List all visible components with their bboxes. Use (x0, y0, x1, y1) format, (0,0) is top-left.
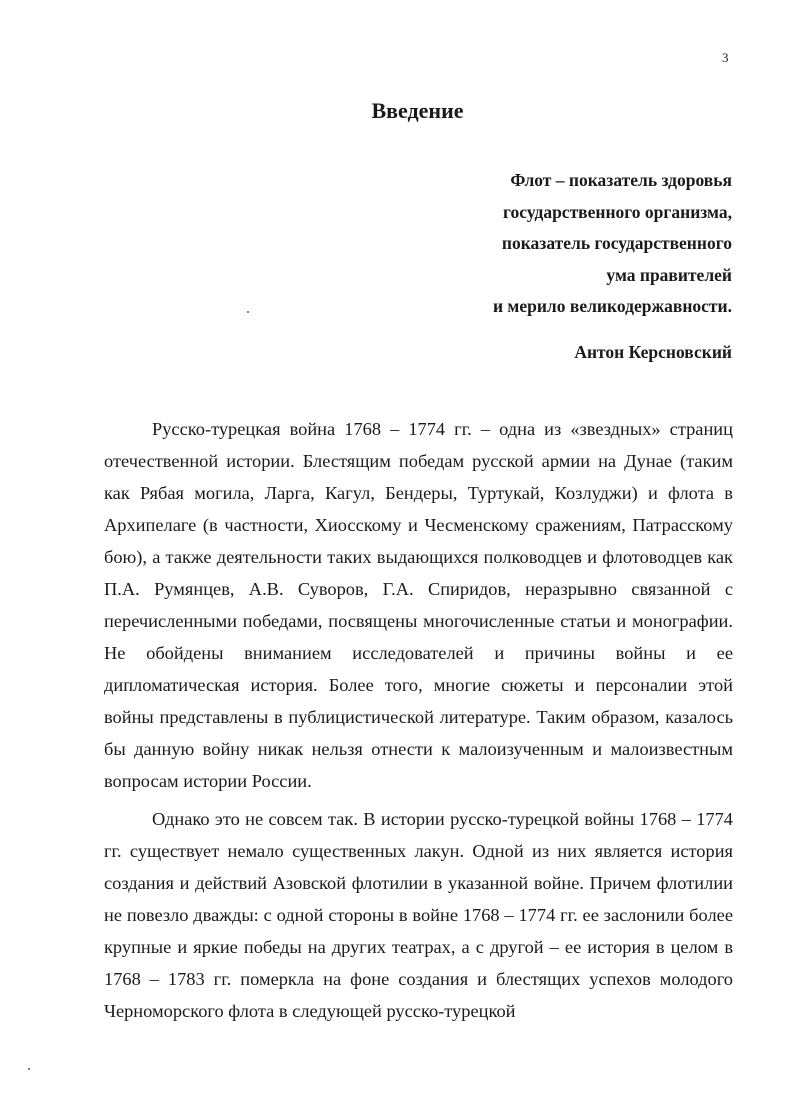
scan-speck (28, 1068, 30, 1070)
epigraph-line: государственного организма, (503, 201, 732, 222)
epigraph-line: Флот – показатель здоровья (510, 170, 732, 190)
page-title: Введение (371, 98, 464, 123)
scan-speck (247, 311, 249, 313)
body-text (104, 413, 733, 1033)
epigraph-line: и мерило великодержавности. (492, 296, 732, 316)
epigraph-line: показатель государственного (501, 233, 732, 253)
epigraph-line: ума правителей (606, 264, 732, 285)
epigraph (332, 165, 732, 323)
epigraph-author: Антон Керсновский (574, 342, 732, 362)
paragraph: Однако это не совсем так. В истории русско-турецкой войны 1768 – 1774 гг. существует немало существенных лакун. Одной из них является история создания и действий Азовской флотилии в указанной войне. Причем флотилии не повезло дважды: с одной стороны в войне 1768 – 1774 гг. ее заслонили более крупные и яркие победы на других театрах, а с другой – ее история в целом в 1768 – 1783 гг. померкла на фоне создания и блестящих успехов молодого Черноморского флота в следующей русско-турецкой (104, 809, 733, 1021)
paragraph: Русско-турецкая война 1768 – 1774 гг. – одна из «звездных» страниц отечественной истории. Блестящим победам русской армии на Дунае (таким как Рябая могила, Ларга, Кагул, Бендеры, Туртукай, Козлуджи) и флота в Архипелаге (в частности, Хиосскому и Чесменскому сражениям, Патрасскому бою), а также деятельности таких выдающихся полководцев и флотоводцев как П.А. Румянцев, А.В. Суворов, Г.А. Спиридов, неразрывно связанной с перечисленными победами, посвящены многочисленные статьи и монографии. Не обойдены вниманием исследователей и причины войны и ее дипломатическая история. Более того, многие сюжеты и персоналии этой войны представлены в публицистической литературе. Таким образом, казалось бы данную войну никак нельзя отнести к малоизученным и малоизвестным вопросам истории России. (104, 419, 733, 791)
page-number: 3 (722, 50, 729, 65)
